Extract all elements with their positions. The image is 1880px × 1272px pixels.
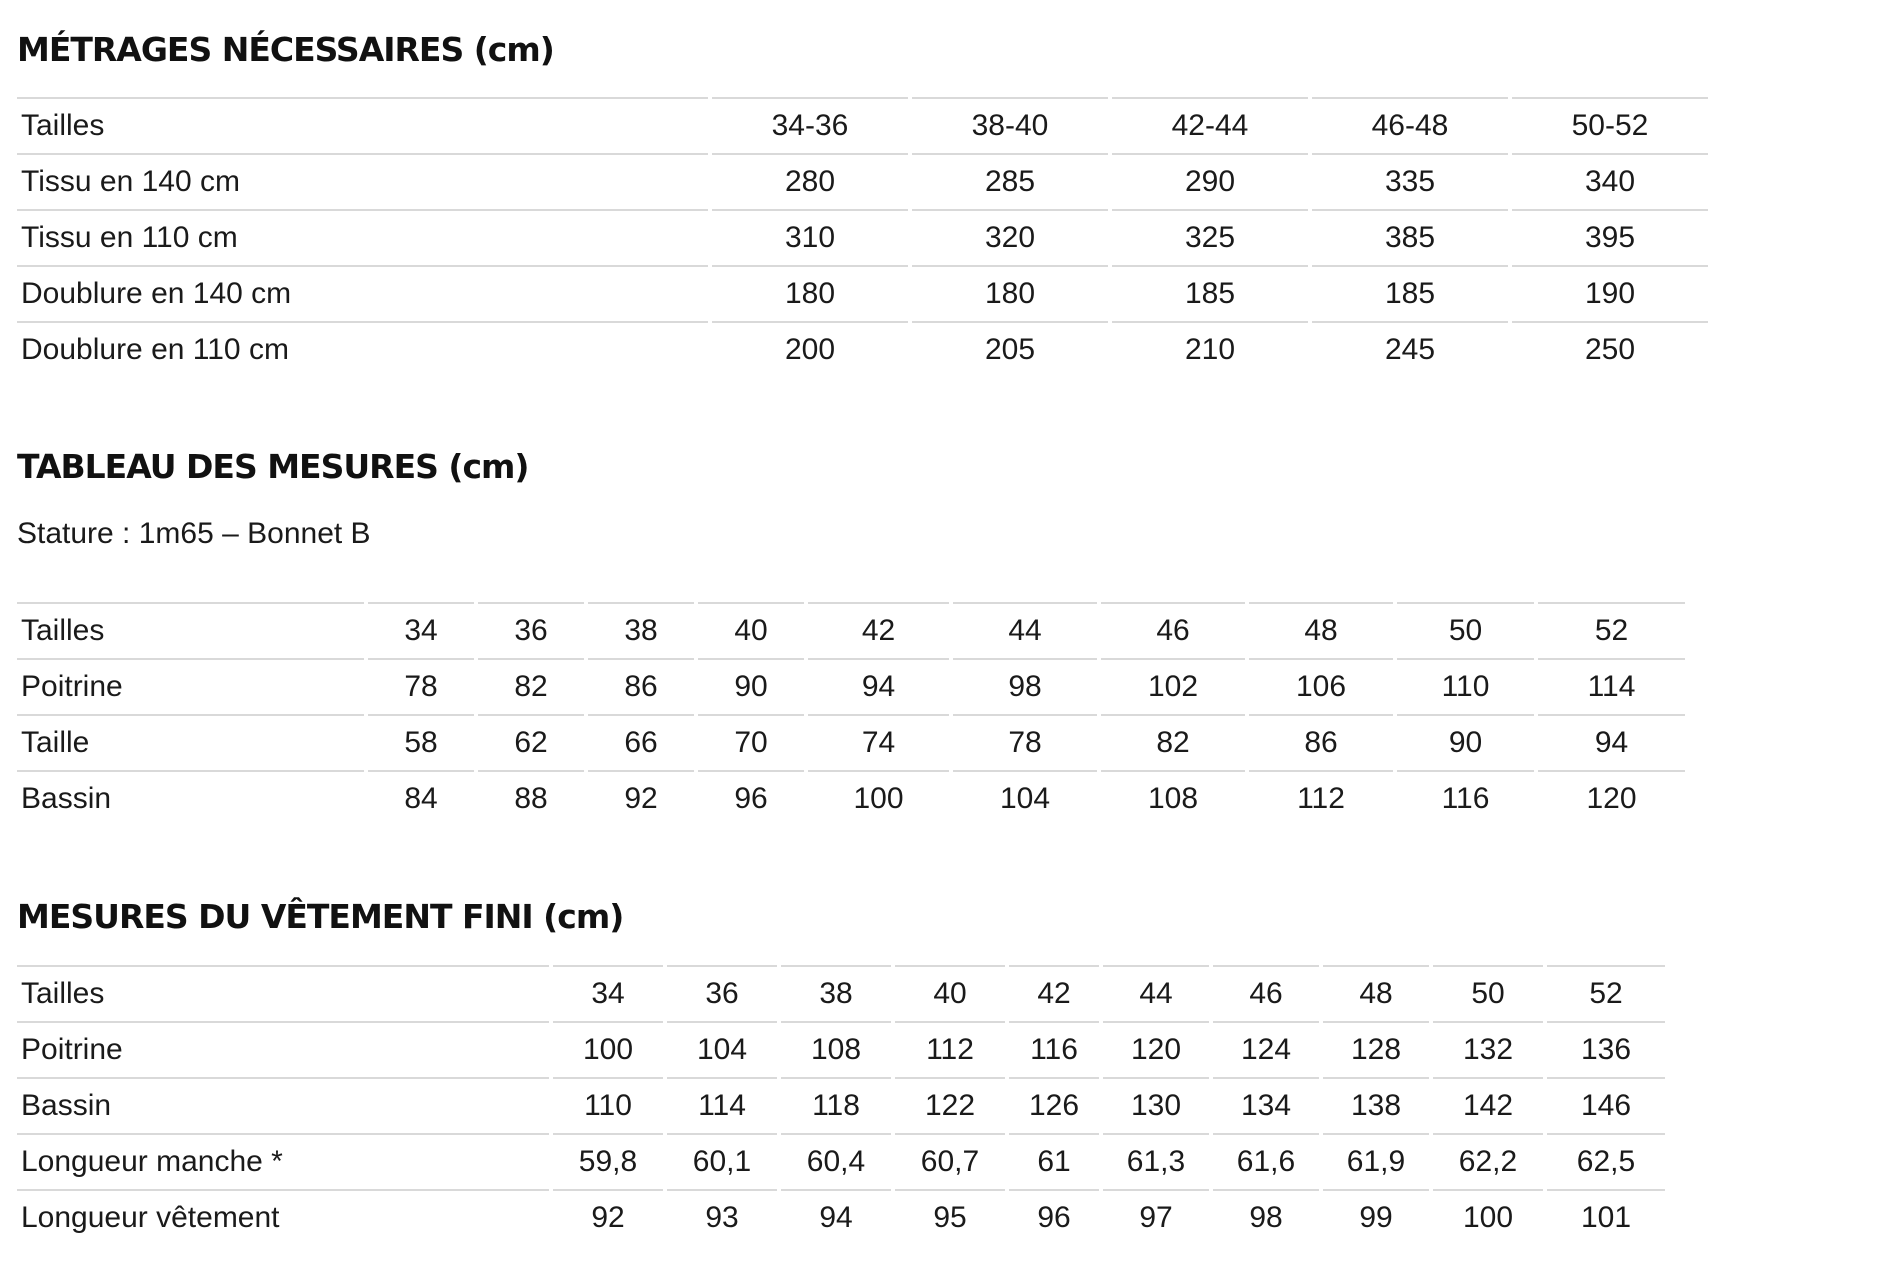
table-cell: 134 — [1213, 1077, 1319, 1133]
table-cell: 185 — [1112, 265, 1308, 321]
table-cell: 180 — [912, 265, 1108, 321]
row-label: Poitrine — [17, 1021, 549, 1077]
table-row — [17, 265, 1708, 321]
table-cell: 62,2 — [1433, 1133, 1543, 1189]
table-cell: 62,5 — [1547, 1133, 1665, 1189]
table-cell: 112 — [1249, 770, 1393, 826]
table-cell: 205 — [912, 321, 1108, 377]
size-header-cell: 36 — [667, 965, 777, 1021]
table-cell: 78 — [953, 714, 1097, 770]
table-cell: 94 — [808, 658, 949, 714]
table-cell: 93 — [667, 1189, 777, 1245]
size-header-cell: 44 — [1103, 965, 1209, 1021]
table-cell: 90 — [698, 658, 804, 714]
table-cell: 250 — [1512, 321, 1708, 377]
table-cell: 280 — [712, 153, 908, 209]
finished-table — [13, 965, 1669, 1245]
table-cell: 146 — [1547, 1077, 1665, 1133]
table-row — [17, 1077, 1665, 1133]
table-cell: 60,7 — [895, 1133, 1005, 1189]
finished-title: MESURES DU VÊTEMENT FINI (cm) — [17, 897, 624, 936]
table-cell: 132 — [1433, 1021, 1543, 1077]
table-cell: 112 — [895, 1021, 1005, 1077]
table-cell: 82 — [1101, 714, 1245, 770]
table-cell: 104 — [667, 1021, 777, 1077]
row-label: Tissu en 140 cm — [17, 153, 708, 209]
row-label: Tailles — [17, 602, 364, 658]
table-cell: 61 — [1009, 1133, 1099, 1189]
table-cell: 95 — [895, 1189, 1005, 1245]
measurements-table — [13, 602, 1689, 826]
table-cell: 70 — [698, 714, 804, 770]
size-header-cell: 34 — [553, 965, 663, 1021]
row-label: Longueur manche * — [17, 1133, 549, 1189]
table-cell: 110 — [1397, 658, 1534, 714]
size-header-cell: 42 — [808, 602, 949, 658]
size-header-cell: 38 — [781, 965, 891, 1021]
table-cell: 90 — [1397, 714, 1534, 770]
row-label: Tissu en 110 cm — [17, 209, 708, 265]
yardage-title: MÉTRAGES NÉCESSAIRES (cm) — [17, 30, 554, 69]
table-cell: 74 — [808, 714, 949, 770]
table-cell: 185 — [1312, 265, 1508, 321]
measurements-title: TABLEAU DES MESURES (cm) — [17, 447, 529, 486]
table-cell: 100 — [1433, 1189, 1543, 1245]
table-cell: 60,1 — [667, 1133, 777, 1189]
row-label: Doublure en 110 cm — [17, 321, 708, 377]
table-cell: 97 — [1103, 1189, 1209, 1245]
measurements-subtitle: Stature : 1m65 – Bonnet B — [17, 517, 371, 550]
table-header-row — [17, 965, 1665, 1021]
table-cell: 122 — [895, 1077, 1005, 1133]
size-header-cell: 46 — [1213, 965, 1319, 1021]
row-label: Doublure en 140 cm — [17, 265, 708, 321]
row-label: Tailles — [17, 965, 549, 1021]
table-cell: 92 — [553, 1189, 663, 1245]
table-cell: 100 — [808, 770, 949, 826]
table-cell: 320 — [912, 209, 1108, 265]
table-cell: 59,8 — [553, 1133, 663, 1189]
table-cell: 58 — [368, 714, 474, 770]
table-cell: 96 — [698, 770, 804, 826]
size-header-cell: 50 — [1433, 965, 1543, 1021]
table-cell: 126 — [1009, 1077, 1099, 1133]
table-header-row — [17, 97, 1708, 153]
table-row — [17, 153, 1708, 209]
table-cell: 290 — [1112, 153, 1308, 209]
table-cell: 99 — [1323, 1189, 1429, 1245]
table-row — [17, 714, 1685, 770]
table-cell: 102 — [1101, 658, 1245, 714]
table-cell: 118 — [781, 1077, 891, 1133]
table-cell: 66 — [588, 714, 694, 770]
size-header-cell: 48 — [1323, 965, 1429, 1021]
size-header-cell: 38-40 — [912, 97, 1108, 153]
size-header-cell: 52 — [1538, 602, 1685, 658]
table-cell: 395 — [1512, 209, 1708, 265]
size-header-cell: 36 — [478, 602, 584, 658]
table-cell: 200 — [712, 321, 908, 377]
table-row — [17, 770, 1685, 826]
table-cell: 124 — [1213, 1021, 1319, 1077]
table-cell: 62 — [478, 714, 584, 770]
row-label: Bassin — [17, 770, 364, 826]
size-header-cell: 34-36 — [712, 97, 908, 153]
size-header-cell: 40 — [698, 602, 804, 658]
table-cell: 210 — [1112, 321, 1308, 377]
table-cell: 96 — [1009, 1189, 1099, 1245]
table-cell: 190 — [1512, 265, 1708, 321]
size-header-cell: 42-44 — [1112, 97, 1308, 153]
table-cell: 61,3 — [1103, 1133, 1209, 1189]
size-header-cell: 40 — [895, 965, 1005, 1021]
size-header-cell: 42 — [1009, 965, 1099, 1021]
table-row — [17, 1021, 1665, 1077]
table-cell: 340 — [1512, 153, 1708, 209]
size-header-cell: 48 — [1249, 602, 1393, 658]
table-row — [17, 658, 1685, 714]
table-cell: 116 — [1397, 770, 1534, 826]
table-cell: 245 — [1312, 321, 1508, 377]
size-header-cell: 44 — [953, 602, 1097, 658]
table-cell: 94 — [781, 1189, 891, 1245]
table-cell: 88 — [478, 770, 584, 826]
size-header-cell: 46-48 — [1312, 97, 1508, 153]
table-cell: 138 — [1323, 1077, 1429, 1133]
size-header-cell: 34 — [368, 602, 474, 658]
table-cell: 180 — [712, 265, 908, 321]
table-cell: 120 — [1103, 1021, 1209, 1077]
table-cell: 86 — [1249, 714, 1393, 770]
table-cell: 120 — [1538, 770, 1685, 826]
row-label: Tailles — [17, 97, 708, 153]
table-row — [17, 209, 1708, 265]
row-label: Poitrine — [17, 658, 364, 714]
table-cell: 78 — [368, 658, 474, 714]
table-cell: 108 — [1101, 770, 1245, 826]
table-cell: 100 — [553, 1021, 663, 1077]
yardage-table — [13, 97, 1712, 377]
table-row — [17, 1189, 1665, 1245]
table-cell: 325 — [1112, 209, 1308, 265]
table-cell: 82 — [478, 658, 584, 714]
table-cell: 385 — [1312, 209, 1508, 265]
table-cell: 104 — [953, 770, 1097, 826]
table-cell: 101 — [1547, 1189, 1665, 1245]
table-cell: 92 — [588, 770, 694, 826]
table-cell: 310 — [712, 209, 908, 265]
size-header-cell: 46 — [1101, 602, 1245, 658]
size-header-cell: 52 — [1547, 965, 1665, 1021]
table-cell: 116 — [1009, 1021, 1099, 1077]
table-cell: 335 — [1312, 153, 1508, 209]
table-cell: 108 — [781, 1021, 891, 1077]
table-cell: 98 — [953, 658, 1097, 714]
size-header-cell: 50-52 — [1512, 97, 1708, 153]
table-cell: 61,9 — [1323, 1133, 1429, 1189]
table-cell: 94 — [1538, 714, 1685, 770]
row-label: Bassin — [17, 1077, 549, 1133]
table-cell: 86 — [588, 658, 694, 714]
row-label: Longueur vêtement — [17, 1189, 549, 1245]
table-cell: 136 — [1547, 1021, 1665, 1077]
table-cell: 61,6 — [1213, 1133, 1319, 1189]
table-cell: 128 — [1323, 1021, 1429, 1077]
table-row — [17, 321, 1708, 377]
table-cell: 84 — [368, 770, 474, 826]
size-header-cell: 50 — [1397, 602, 1534, 658]
table-cell: 106 — [1249, 658, 1393, 714]
size-header-cell: 38 — [588, 602, 694, 658]
table-cell: 130 — [1103, 1077, 1209, 1133]
table-cell: 285 — [912, 153, 1108, 209]
table-cell: 114 — [1538, 658, 1685, 714]
table-cell: 60,4 — [781, 1133, 891, 1189]
table-cell: 114 — [667, 1077, 777, 1133]
table-row — [17, 1133, 1665, 1189]
table-cell: 110 — [553, 1077, 663, 1133]
table-cell: 142 — [1433, 1077, 1543, 1133]
table-header-row — [17, 602, 1685, 658]
table-cell: 98 — [1213, 1189, 1319, 1245]
row-label: Taille — [17, 714, 364, 770]
